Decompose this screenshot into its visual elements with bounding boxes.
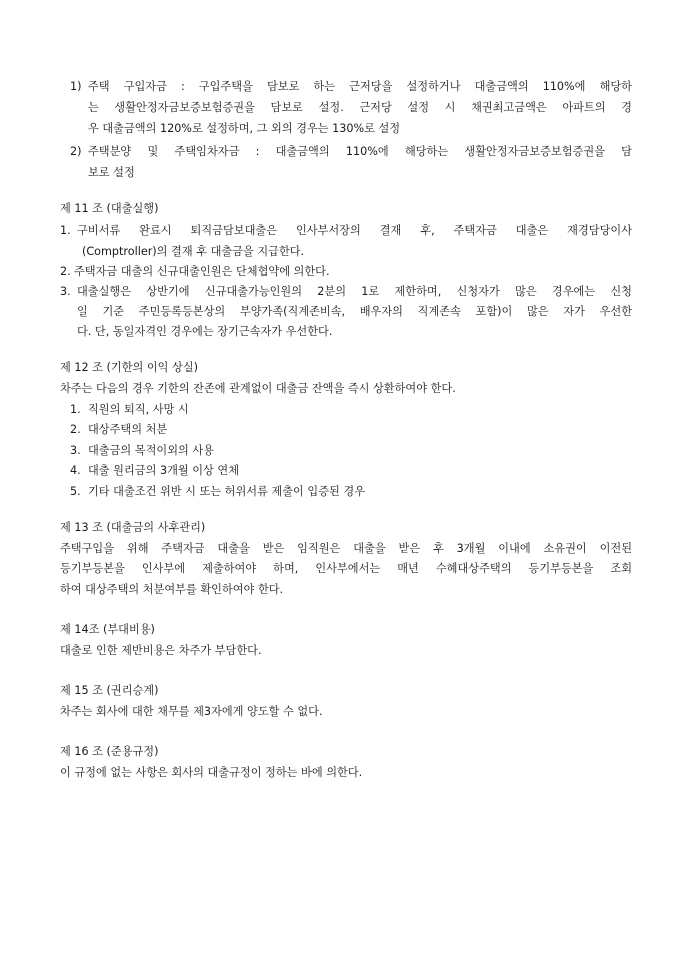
article-12-item-2-number: 2. [70, 423, 81, 436]
article-11-item-1-line-2: (Comptroller)의 결재 후 대출금을 지급한다. [82, 245, 305, 258]
article-11-item-2-number: 2. [60, 265, 71, 278]
article-16-heading: 제 16 조 (준용규정) [60, 745, 159, 758]
article-11-item-1-number: 1. [60, 224, 71, 237]
article-15-heading: 제 15 조 (권리승계) [60, 684, 159, 697]
article-13-line-3: 하여 대상주택의 처분여부를 확인하여야 한다. [60, 583, 284, 596]
article-12-item-3-text: 대출금의 목적이외의 사용 [88, 444, 214, 457]
article-13-heading: 제 13 조 (대출금의 사후관리) [60, 521, 206, 534]
article-12-item-3-number: 3. [70, 444, 81, 457]
article-12-item-1-number: 1. [70, 403, 81, 416]
article-12-heading: 제 12 조 (기한의 이익 상실) [60, 361, 199, 374]
article-11-item-3-line-2: 일 기준 주민등록등본상의 부양가족(직계존비속, 배우자의 직계존속 포함)이 많은 자가 우선한 [77, 305, 632, 318]
article-12-item-1-text: 직원의 퇴직, 사망 시 [88, 403, 189, 416]
intro-item-1-line-1: 주택 구입자금 : 구입주택을 담보로 하는 근저당을 설정하거나 대출금액의 110%에 해당하 [88, 80, 632, 93]
article-12-item-4-text: 대출 원리금의 3개월 이상 연체 [88, 464, 240, 477]
intro-item-1-number: 1) [70, 80, 82, 93]
article-14-text: 대출로 인한 제반비용은 차주가 부담한다. [60, 644, 262, 657]
article-12-item-4-number: 4. [70, 464, 81, 477]
article-13-line-2: 등기부등본을 인사부에 제출하여야 하며, 인사부에서는 매년 수혜대상주택의 등기부등본을 조회 [60, 562, 632, 575]
article-14-heading: 제 14조 (부대비용) [60, 623, 155, 636]
article-11-heading: 제 11 조 (대출실행) [60, 202, 159, 215]
article-12-item-5-number: 5. [70, 485, 81, 498]
article-12-item-5-text: 기타 대출조건 위반 시 또는 허위서류 제출이 입증된 경우 [88, 485, 366, 498]
article-11-item-3-line-3: 다. 단, 동일자격인 경우에는 장기근속자가 우선한다. [77, 325, 333, 338]
intro-item-1-line-3: 우 대출금액의 120%로 설정하며, 그 외의 경우는 130%로 설정 [88, 122, 401, 135]
article-12-intro: 차주는 다음의 경우 기한의 잔존에 관계없이 대출금 잔액을 즉시 상환하여야 한다. [60, 382, 456, 395]
article-11-item-2-line-1: 주택자금 대출의 신규대출인원은 단체협약에 의한다. [74, 265, 330, 278]
article-11-item-3-number: 3. [60, 285, 71, 298]
article-13-line-1: 주택구입을 위해 주택자금 대출을 받은 임직원은 대출을 받은 후 3개월 이내에 소유권이 이전된 [60, 542, 632, 555]
article-12-item-2-text: 대상주택의 처분 [88, 423, 168, 436]
intro-item-2-number: 2) [70, 145, 82, 158]
intro-item-2-line-2: 보로 설정 [88, 166, 135, 179]
intro-item-2-line-1: 주택분양 및 주택임차자금 : 대출금액의 110%에 해당하는 생활안정자금보증보험증권을 담 [88, 145, 632, 158]
article-11-item-1-line-1: 구비서류 완료시 퇴직금담보대출은 인사부서장의 결재 후, 주택자금 대출은 재경담당이사 [77, 224, 632, 237]
article-16-text: 이 규정에 없는 사항은 회사의 대출규정이 정하는 바에 의한다. [60, 766, 363, 779]
article-11-item-3-line-1: 대출실행은 상반기에 신규대출가능인원의 2분의 1로 제한하며, 신청자가 많은 경우에는 신청 [77, 285, 632, 298]
article-15-text: 차주는 회사에 대한 채무를 제3자에게 양도할 수 없다. [60, 705, 323, 718]
intro-item-1-line-2: 는 생활안정자금보증보험증권을 담보로 설정. 근저당 설정 시 채권최고금액은 아파트의 경 [88, 101, 632, 114]
